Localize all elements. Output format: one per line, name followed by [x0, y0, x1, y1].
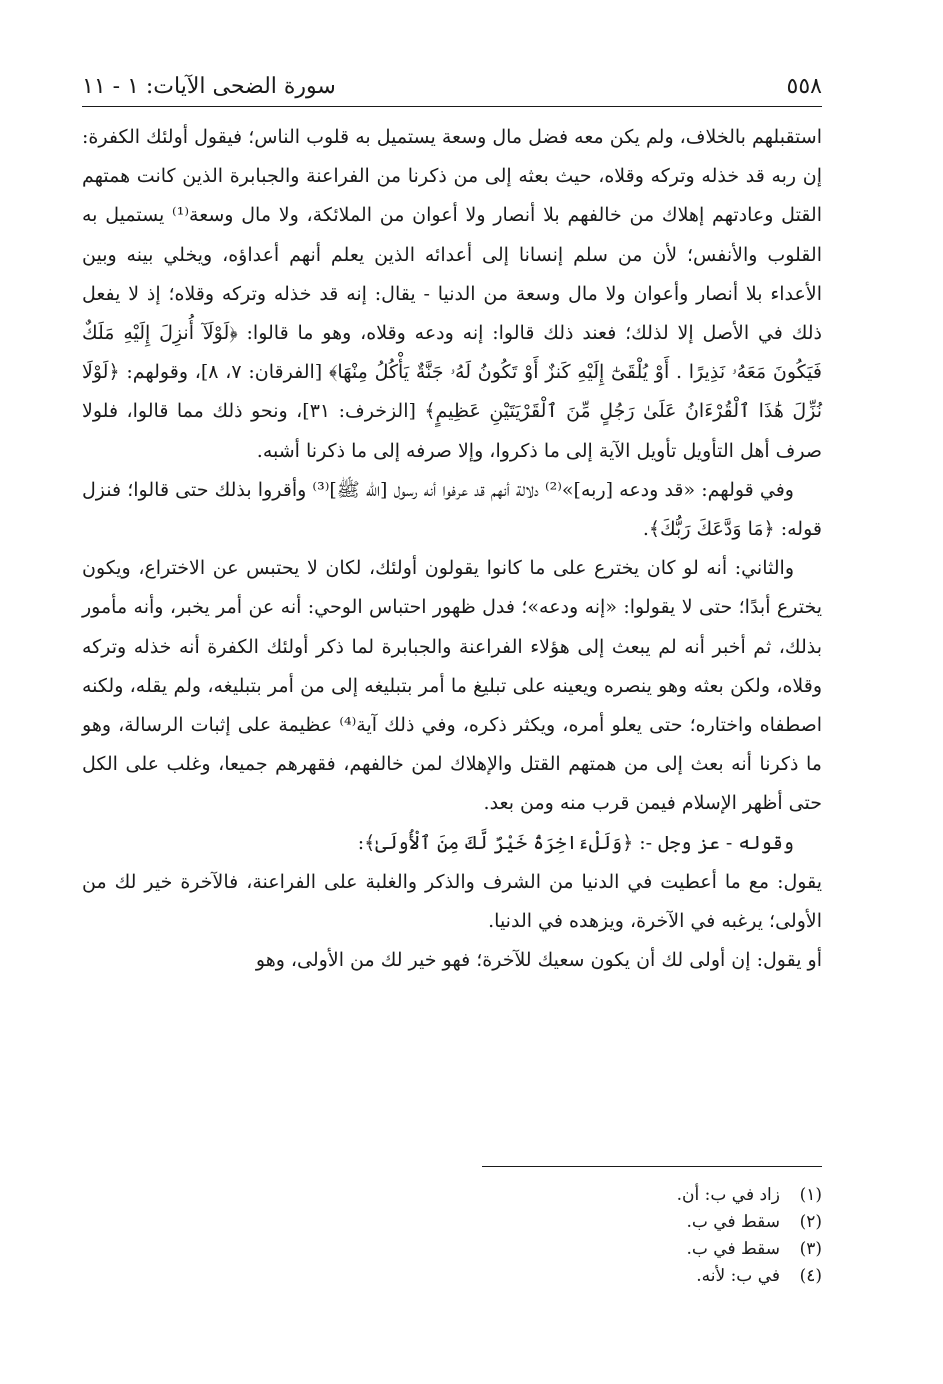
paragraph: أو يقول: إن أولى لك أن يكون سعيك للآخرة؛ فهو خير لك من الأولى، وهو: [255, 949, 822, 972]
paragraph: استقبلهم بالخلاف، ولم يكن معه فضل مال وسعة يستميل به قلوب الناس؛ فيقول أولئك الكفرة: إن ربه قد خذله وتركه وقلاه، حيث بعثه إلى من ذكرنا من الفراعنة والجبابرة الذين كانت همتهم القتل وعادتهم إهلاك من خالفهم بلا أنصار ولا أعوان من الملائكة، ولا مال وسعة⁽¹⁾ يستميل به القلوب والأنفس؛ لأن من سلم إنسانا إلى أعدائه الذين يعلم أنهم أعداؤه، ويخلي بينه وبين الأعداء بلا أنصار وأعوان ولا مال وسعة من الدنيا - يقال: إنه قد خذله وتركه وقلاه؛ إذ لا يفعل ذلك في الأصل إلا لذلك؛ فعند ذلك قالوا: إنه ودعه وقلاه، وهو ما قالوا: ﴿لَوْلَآ أُنزِلَ إِلَيْهِ مَلَكٌ فَيَكُونَ مَعَهُۥ نَذِيرًا . أَوْ يُلْقَىٰٓ إِلَيْهِ كَنزٌ أَوْ تَكُونُ لَهُۥ جَنَّةٌ يَأْكُلُ مِنْهَا﴾ [الفرقان: ٧، ٨]، وقولهم: ﴿لَوْلَا نُزِّلَ هَٰذَا ٱلْقُرْءَانُ عَلَىٰ رَجُلٍ مِّنَ ٱلْقَرْيَتَيْنِ عَظِيمٍ﴾ [الزخرف: ٣١]، ونحو ذلك مما قالوا، فلولا صرف أهل التأويل تأويل الآية إلى ما ذكروا، وإلا صرفه إلى ما ذكرنا أشبه.: [82, 126, 822, 462]
running-header: [82, 62, 822, 102]
footnote: [82, 1236, 822, 1263]
header-rule: [82, 106, 822, 107]
footnote: [82, 1209, 822, 1236]
footnote-text: سقط في ب.: [686, 1212, 780, 1232]
footnote-number: (٢): [799, 1212, 822, 1232]
footnote: [82, 1263, 822, 1290]
footnote-number: (٣): [799, 1239, 822, 1259]
footnote-text: سقط في ب.: [686, 1239, 780, 1259]
paragraph: وفي قولهم: «قد ودعه [ربه]»⁽²⁾ دلالة أنهم قد عرفوا أنه رسول [الله ﷺ]⁽³⁾ وأقروا بذلك حتى قالوا؛ فنزل قوله: ﴿مَا وَدَّعَكَ رَبُّكَ﴾.: [82, 478, 822, 541]
main-text: [82, 118, 822, 980]
footnote-rule: [482, 1166, 822, 1167]
paragraph: والثاني: أنه لو كان يخترع على ما كانوا يقولون أولئك، لكان لا يحتبس عن الاختراع، ويكون يخترع أبدًا؛ حتى لا يقولوا: «إنه ودعه»؛ فدل ظهور احتباس الوحي: أنه عن أمر يخبر، وأنه مأمور بذلك، ثم أخبر أنه لم يبعث إلى هؤلاء الفراعنة والجبابرة لما ذكر أولئك الكفرة أنه خذله وتركه وقلاه، ولكن بعثه وهو ينصره ويعينه على تبليغ ما أمر بتبليغه إلى من أمر بتبليغه، ولم يقله، ولكنه اصطفاه واختاره؛ حتى يعلو أمره، ويكثر ذكره، وفي ذلك آية⁽⁴⁾ عظيمة على إثبات الرسالة، وهو ما ذكرنا أنه بعث إلى من همتهم القتل والإهلاك لمن خالفهم، فقهرهم جميعا، وغلب على الكل حتى أظهر الإسلام فيمن قرب منه ومن بعد.: [82, 557, 822, 815]
paragraph: وقوله - عز وجل -: ﴿وَلَلْءَاخِرَةُ خَيْرٌ لَّكَ مِنَ ٱلْأُولَىٰ﴾:: [357, 831, 794, 854]
footnote: [82, 1182, 822, 1209]
chapter-title: سورة الضحى الآيات: ١ - ١١: [82, 74, 336, 99]
footnote-text: زاد في ب: أن.: [676, 1185, 780, 1205]
paragraph: يقول: مع ما أعطيت في الدنيا من الشرف والذكر والغلبة على الفراعنة، فالآخرة خير لك من الأولى؛ يرغبه في الآخرة، ويزهده في الدنيا.: [82, 870, 822, 933]
footnote-text: في ب: لأنه.: [696, 1266, 780, 1286]
footnotes: [82, 1182, 822, 1290]
page-number: ٥٥٨: [786, 74, 822, 99]
footnote-number: (١): [799, 1185, 822, 1205]
footnote-number: (٤): [799, 1266, 822, 1286]
